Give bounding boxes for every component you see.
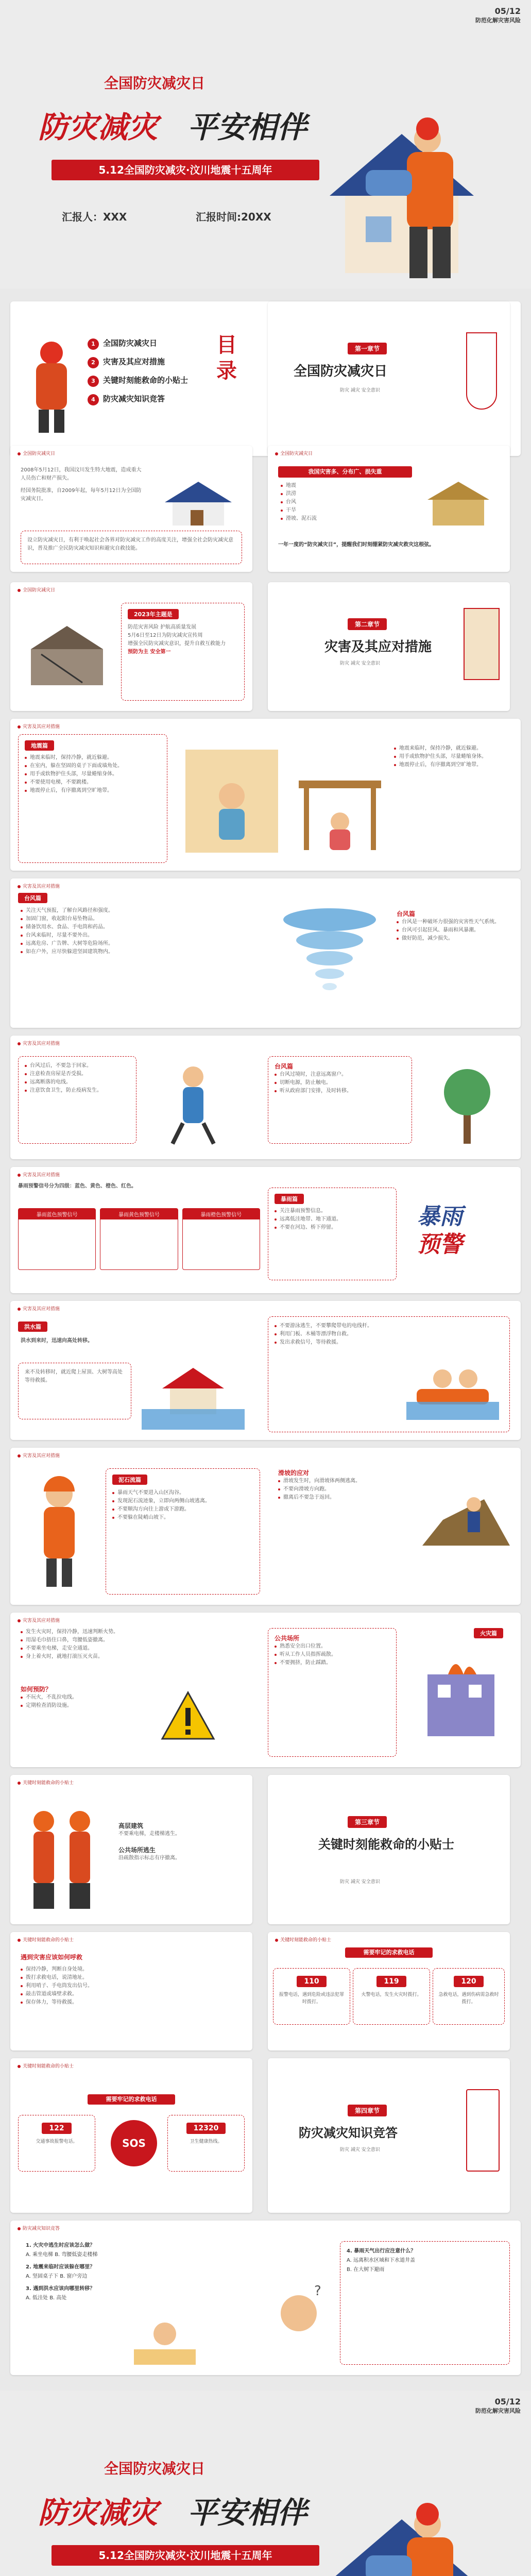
- door-decoration: [466, 332, 497, 410]
- table-shelter-illustration: [294, 744, 386, 858]
- quake1-box: 地震篇 地震来临时，保持冷静，就近躲避。 在室内，躲在坚固的桌子下面或墙角处。 用手或软物护住头部，尽量蜷缩身体。 不要使用电梯，不要跳楼。 地震停止后，有序撤离到空旷地带。: [18, 734, 167, 863]
- chapter1-sub: 防灾 减灾 安全意识: [340, 388, 380, 393]
- flood-right-box: 不要游泳逃生，不要攀爬带电的电线杆。 利用门板、木桶等漂浮物自救。 发出求救信号，等待救援。: [268, 1316, 510, 1432]
- earthquake-ruins-illustration: [21, 618, 113, 690]
- firefighters-illustration: [18, 1801, 111, 1914]
- rescuer-illustration: [21, 332, 82, 435]
- slide-header: 灾害及其应对措施: [18, 1040, 60, 1046]
- quiz2-box: 4. 暴雨天气出行应注意什么？ A. 远离积水区域和下水道井盖 B. 在大树下避雨: [340, 2241, 510, 2365]
- sos-icon: SOS: [111, 2120, 157, 2166]
- theme-emph: 预防为主 安全第一: [128, 649, 171, 655]
- agenda-item-1[interactable]: 1 全国防灾减灾日: [88, 337, 188, 356]
- cover-slide: [0, 0, 531, 289]
- worker-illustration: [21, 1468, 98, 1592]
- rescue-boat-illustration: [406, 1337, 499, 1420]
- tips-slide: [10, 1932, 252, 2050]
- end-subtitle: 5.12全国防灾减灾·汶川地震十五周年: [52, 2545, 319, 2566]
- chapter3-tag: 第三章节: [348, 1816, 387, 1828]
- flood-pill: 洪水篇: [18, 1321, 47, 1332]
- chapter2-sub: 防灾 减灾 安全意识: [340, 661, 380, 666]
- intro-para-2: 经国务院批准，自2009年起，每年5月12日为全国防灾减灾日。: [21, 488, 142, 502]
- fire-slide: [10, 1613, 521, 1767]
- end-title-big-1: 防灾减灾: [38, 2495, 158, 2530]
- collapsed-house-illustration: [422, 477, 494, 528]
- rain-slide: [10, 1167, 521, 1293]
- agenda-title: 目 录: [216, 333, 237, 383]
- theme-box: [121, 603, 245, 701]
- end-title-big-2: 平安相伴: [187, 2495, 307, 2530]
- typhoon1-list: 关注天气预报，了解台风路径和强度。 加固门窗，收起阳台易坠物品。 储备饮用水、食品、手电筒和药品。 台风来临时，尽量不要外出。 远离危房、广告牌、大树等危险场所。 如在户外，应尽快躲进坚固建筑物内。: [21, 907, 247, 956]
- firefighter-rescue-illustration: [309, 93, 515, 289]
- svg-text:?: ?: [314, 2283, 321, 2299]
- quiz-options[interactable]: A. 乘坐电梯 B. 弯腰低姿走楼梯: [26, 2252, 98, 2258]
- landslide-right: 滑坡的应对 滑坡发生时，向滑坡体两侧逃离。 不要向滑坡方向跑。 撤离后不要急于返回。: [278, 1468, 412, 1502]
- typhoon1-right: 台风篇 台风是一种破坏力很强的灾害性天气系统。 台风可引起狂风、暴雨和风暴潮。 做好防范，减少损失。: [397, 909, 515, 943]
- slide-header: 全国防灾减灾日: [18, 450, 55, 456]
- intro-para-3-box: 设立防灾减灾日，有利于唤起社会各界对防灾减灾工作的高度关注，增强全社会防灾减灾意识，普及推广全民防灾减灾知识和避灾自救技能。: [21, 531, 242, 564]
- theme-line-3: 增强全民防灾减灾意识，提升自救互救能力: [128, 641, 226, 647]
- slide-header: 灾害及其应对措施: [18, 883, 60, 889]
- cover-title-small: 全国防灾减灾日: [104, 75, 205, 92]
- quiz-option-b[interactable]: B. 在大树下避雨: [347, 2267, 385, 2273]
- cover-tag: 防范化解灾害风险: [475, 17, 521, 24]
- slide-header: 灾害及其应对措施: [18, 1305, 60, 1312]
- theme-slide: [10, 582, 252, 711]
- chapter4-tag: 第四章节: [348, 2105, 387, 2116]
- house-illustration: [160, 477, 237, 528]
- landslide-slide: [10, 1448, 521, 1605]
- chapter2-slide: [268, 582, 510, 711]
- cover-subtitle: 5.12全国防灾减灾·汶川地震十五周年: [52, 160, 319, 180]
- flood-slide: [10, 1301, 521, 1440]
- phone-card-12320[interactable]: 12320 卫生健康热线。: [167, 2115, 245, 2172]
- landslide-pill: 泥石流篇: [112, 1475, 147, 1485]
- slide-header: 防灾减灾知识竞答: [18, 2225, 60, 2231]
- typhoon-pill: 台风篇: [18, 893, 47, 903]
- fire-list: 发生火灾时，保持冷静，迅速判断火势。 用湿毛巾捂住口鼻，弯腰低姿撤离。 不要乘坐电梯，走安全通道。 身上着火时，就地打滚压灭火苗。: [21, 1628, 175, 1661]
- slide-header: 灾害及其应对措施: [18, 723, 60, 730]
- phone-card-122[interactable]: 122 交通事故报警电话。: [18, 2115, 95, 2172]
- agenda-list: [88, 337, 188, 412]
- flooded-house-illustration: [142, 1358, 245, 1430]
- phones-slide: [268, 1932, 510, 2050]
- fire-right-box: 公共场所 熟悉安全出口位置。 听从工作人员指挥疏散。 不要拥挤，防止踩踏。: [268, 1628, 397, 1757]
- tornado-illustration: [278, 899, 381, 1012]
- quiz-options[interactable]: A. 低洼处 B. 高处: [26, 2295, 67, 2301]
- end-tag: 防范化解灾害风险: [475, 2408, 521, 2414]
- chapter4-slide: [268, 2058, 510, 2213]
- end-slide: [0, 2391, 531, 2576]
- intro2-slide: [268, 446, 510, 572]
- burning-building-illustration: [417, 1649, 505, 1741]
- slide-header: 灾害及其应对措施: [18, 1617, 60, 1623]
- fire-prevent: 如何预防？ 不玩火，不乱拉电线。 定期检查消防设施。: [21, 1685, 124, 1710]
- cover-title-big-2: 平安相伴: [187, 110, 307, 145]
- warning-yellow: 暴雨黄色预警信号: [100, 1209, 177, 1219]
- firefighter-rescue-illustration: [309, 2478, 515, 2576]
- intro2-banner: 我国灾害多、分布广、损失重: [278, 466, 412, 478]
- rain-pill: 暴雨篇: [275, 1194, 304, 1204]
- typhoon2-box: 台风过后，不要急于回家。 注意检查房屋是否受损。 远离断落的电线。 注意饮食卫生，防止疫病发生。: [18, 1056, 136, 1144]
- intro2-bullets: 地震 洪涝 台风 干旱 滑坡、泥石流: [281, 482, 409, 523]
- quiz-questions: 1. 火灾中逃生时应该怎么做？ A. 乘坐电梯 B. 弯腰低姿走楼梯 2. 地震来临时应该躲在哪里？ A. 坚固桌子下 B. 窗户旁边 3. 遇到洪水应该向哪里转移？ A. 低洼处 B. 高处: [26, 2241, 252, 2303]
- agenda-item-4[interactable]: 4 防灾减灾知识竞答: [88, 393, 188, 412]
- slide-header: 关键时刻能救命的小贴士: [275, 1936, 331, 1943]
- firemen-slide: [10, 1775, 252, 1924]
- reporter: 汇报人：XXX: [62, 211, 127, 223]
- digging-illustration: [422, 1468, 510, 1546]
- agenda-item-2[interactable]: 2 灾害及其应对措施: [88, 356, 188, 375]
- chapter4-title: 防灾减灾知识竞答: [299, 2126, 398, 2140]
- quake1-slide: [10, 719, 521, 871]
- rain-right-box: 暴雨篇 关注暴雨预警信息。 远离低洼地带、地下通道。 不要在河边、桥下停留。: [268, 1188, 397, 1280]
- agenda-item-3[interactable]: 3 关键时刻能救命的小贴士: [88, 375, 188, 393]
- rain-warning-badge: 暴雨 预警: [417, 1204, 463, 1258]
- slide-header: 灾害及其应对措施: [18, 1452, 60, 1459]
- page-number: 05/12: [494, 2397, 521, 2406]
- door-decoration: [464, 608, 500, 680]
- chapter4-sub: 防灾 减灾 安全意识: [340, 2147, 380, 2153]
- quake-pill: 地震篇: [25, 740, 54, 751]
- slide-header: 关键时刻能救命的小贴士: [18, 1779, 74, 1786]
- chapter1-tag: 第一章节: [348, 343, 387, 354]
- slide-header: 全国防灾减灾日: [275, 450, 313, 456]
- chapter1-slide: [268, 301, 510, 456]
- slide-header: 关键时刻能救命的小贴士: [18, 2062, 74, 2069]
- chapter3-sub: 防灾 减灾 安全意识: [340, 1879, 380, 1885]
- rain-warnings: [18, 1208, 260, 1270]
- phone-card-119[interactable]: 119 火警电话，发生火灾时拨打。: [353, 1968, 430, 2025]
- quiz-slide: [10, 2221, 521, 2375]
- phones2-banner: 需要牢记的求救电话: [88, 2094, 175, 2105]
- phone-card-120[interactable]: 120 急救电话，遇到伤病需急救时拨打。: [433, 1968, 505, 2025]
- slide-header: 关键时刻能救命的小贴士: [18, 1936, 74, 1943]
- theme-line-2: 5月6日至12日为防灾减灾宣传周: [128, 633, 203, 638]
- chapter3-slide: [268, 1775, 510, 1924]
- page-number: 05/12: [494, 6, 521, 16]
- intro-para-1: 2008年5月12日，我国汶川发生特大地震，造成重大人员伤亡和财产损失。: [21, 467, 142, 481]
- quiz-options[interactable]: A. 坚固桌子下 B. 窗户旁边: [26, 2274, 88, 2279]
- phones2-slide: [10, 2058, 252, 2213]
- chapter1-title: 全国防灾减灾日: [294, 364, 388, 379]
- firemen-items: 高层建筑 不要乘电梯，走楼梯逃生。 公共场所逃生 沿疏散指示标志有序撤离。: [118, 1822, 180, 1861]
- tips-list: 保持冷静，判断自身处境。 拨打求救电话，说清地址。 利用哨子、手电筒发出信号。 敲击管道或墙壁求救。 保存体力，等待救援。: [21, 1965, 242, 2007]
- typhoon1-slide: [10, 878, 521, 1028]
- thinking-child-illustration: [268, 2282, 330, 2360]
- warning-blue: 暴雨蓝色预警信号: [19, 1209, 95, 1219]
- warning-orange: 暴雨橙色预警信号: [183, 1209, 260, 1219]
- wind-person-illustration: [147, 1056, 239, 1149]
- chapter2-tag: 第二章节: [348, 618, 387, 630]
- intro-slide: [10, 446, 252, 572]
- slide-header: 全国防灾减灾日: [18, 586, 55, 593]
- rain-intro: 暴雨预警信号分为四级：蓝色、黄色、橙色、红色。: [18, 1183, 136, 1189]
- phones-banner: 需要牢记的求救电话: [345, 1947, 433, 1958]
- warning-sign-icon: [160, 1690, 216, 1741]
- quiz-option-a[interactable]: A. 远离积水区域和下水道井盖: [347, 2258, 416, 2263]
- cover-title-big-1: 防灾减灾: [38, 110, 158, 145]
- studying-child-illustration: [129, 2318, 201, 2370]
- end-title-small: 全国防灾减灾日: [104, 2460, 205, 2477]
- typhoon2-right-box: 台风篇 台风过境时，注意远离窗户。 切断电源，防止触电。 听从政府部门安排，及时转移。: [268, 1056, 412, 1144]
- chapter2-title: 灾害及其应对措施: [324, 639, 432, 655]
- chapter3-title: 关键时刻能救命的小贴士: [318, 1837, 454, 1852]
- slide-header: 灾害及其应对措施: [18, 1171, 60, 1178]
- storm-tree-illustration: [427, 1056, 510, 1149]
- quake1-right-text: 地震来临时，保持冷静，就近躲避。 用手或软物护住头部，尽量蜷缩身体。 地震停止后，有序撤离到空旷地带。: [394, 744, 512, 769]
- report-time: 汇报时间:20XX: [196, 211, 271, 223]
- theme-badge: 2023年主题是: [128, 609, 179, 619]
- tips-title: 遇到灾害应该如何呼救: [21, 1954, 83, 1961]
- door-decoration: [466, 2089, 500, 2172]
- flood-box: 来不及转移时，就近爬上屋顶、大树等高处等待救援。: [18, 1363, 131, 1419]
- typhoon2-slide: [10, 1036, 521, 1159]
- flood-text-1: 洪水到来时，迅速向高处转移。: [21, 1338, 93, 1344]
- intro2-para: 一年一度的“防灾减灾日”，提醒我们时刻绷紧防灾减灾救灾这根弦。: [278, 542, 435, 548]
- phone-card-110[interactable]: 110 报警电话，遇到危险或违法犯罪时拨打。: [273, 1968, 350, 2025]
- landslide-box: 泥石流篇 暴雨天气不要进入山区沟谷。 发现泥石流迹象，立即向两侧山坡逃离。 不要顺沟方向往上游或下游跑。 不要躲在陡峭山坡下。: [106, 1468, 260, 1595]
- fire-pill: 火灾篇: [474, 1628, 503, 1638]
- hiding-child-illustration: [180, 739, 283, 858]
- theme-line-1: 防范灾害风险 护航高质量发展: [128, 624, 197, 630]
